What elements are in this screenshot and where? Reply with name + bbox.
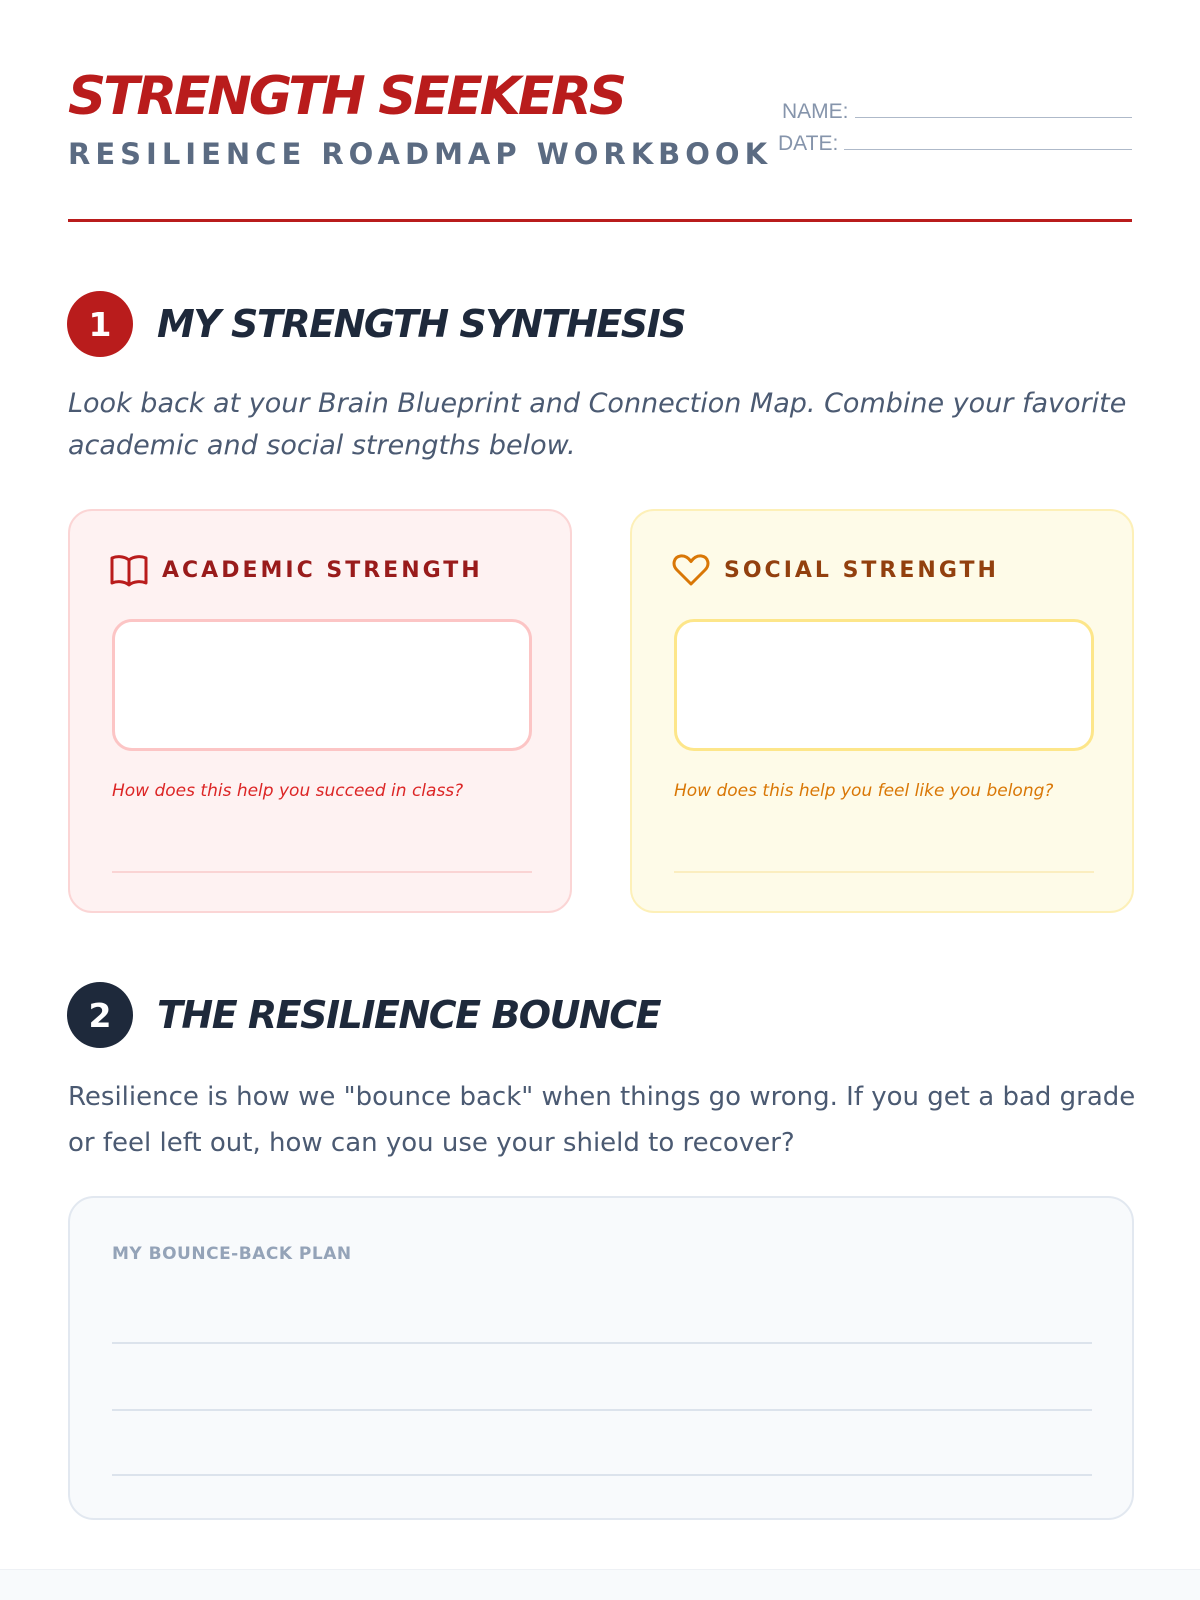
book-icon [110,553,148,587]
heart-icon [672,553,710,587]
social-answer-line[interactable] [674,871,1094,873]
social-strength-card [630,509,1134,913]
academic-strength-card [68,509,572,913]
academic-answer-line[interactable] [112,871,532,873]
plan-writing-line[interactable] [112,1342,1092,1344]
social-strength-input[interactable] [674,619,1094,751]
plan-writing-line[interactable] [112,1409,1092,1411]
plan-writing-line[interactable] [112,1474,1092,1476]
social-strength-title: SOCIAL STRENGTH [724,557,999,583]
bounce-back-plan-box [68,1196,1134,1520]
section-2-number-badge: 2 [67,982,133,1048]
name-label: NAME: [782,100,849,123]
date-row [778,124,1132,156]
social-prompt: How does this help you feel like you belong? [674,781,1054,801]
header-divider [68,219,1132,222]
academic-prompt: How does this help you succeed in class? [112,781,464,801]
social-card-header [672,553,999,587]
bounce-back-plan-label: MY BOUNCE-BACK PLAN [112,1244,352,1264]
section-2-title: THE RESILIENCE BOUNCE [157,993,661,1037]
brand-title: STRENGTH SEEKERS [68,66,625,127]
academic-strength-input[interactable] [112,619,532,751]
date-label: DATE: [778,132,839,155]
section-1-instructions: Look back at your Brain Blueprint and Connection Map. Combine your favorite academic and social strengths below. [68,388,1127,461]
workbook-subtitle: RESILIENCE ROADMAP WORKBOOK [68,137,773,171]
date-field-line[interactable] [844,149,1132,150]
academic-strength-title: ACADEMIC STRENGTH [162,557,483,583]
academic-card-header [110,553,483,587]
section-1-title: MY STRENGTH SYNTHESIS [157,302,686,346]
section-1-number-badge: 1 [67,291,133,357]
name-date-fields [778,92,1132,156]
name-row [782,92,1132,124]
section-2-description: Resilience is how we "bounce back" when things go wrong. If you get a bad grade or feel left out, how can you use your shield to recover? [68,1082,1136,1158]
page-bottom-edge [0,1569,1200,1600]
name-field-line[interactable] [855,117,1132,118]
